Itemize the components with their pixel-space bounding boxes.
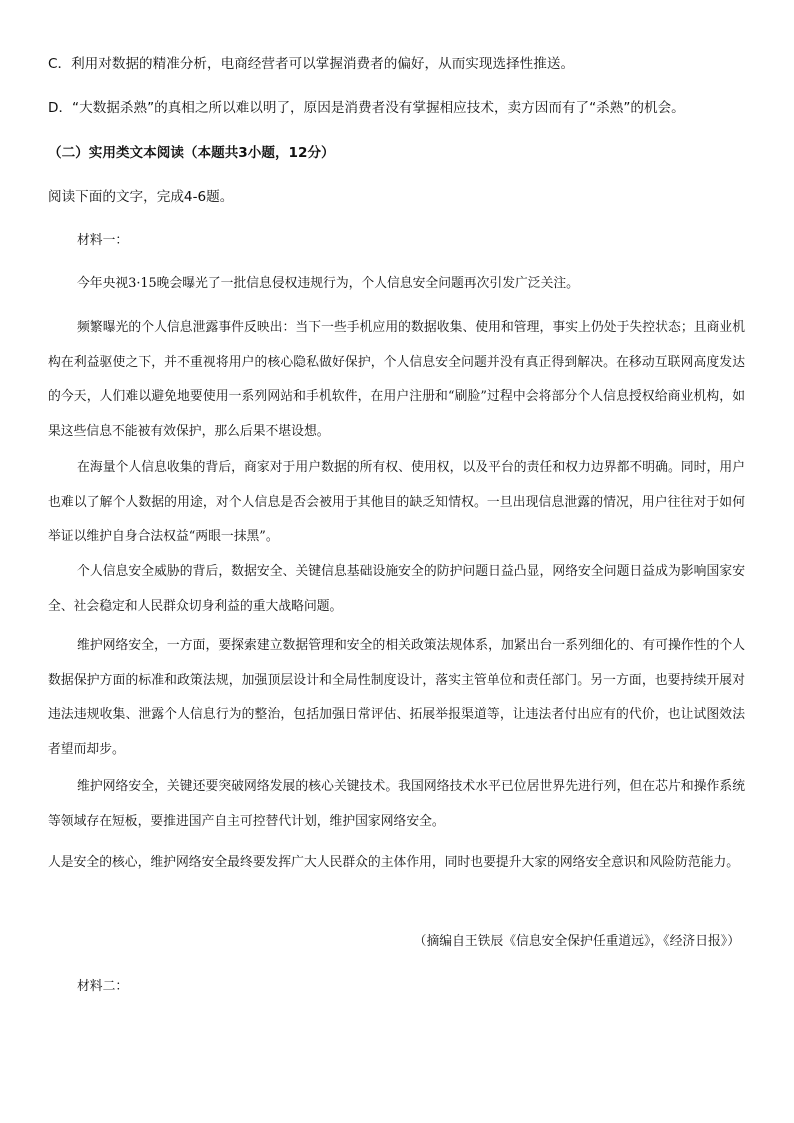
section-instruction: 阅读下面的文字，完成4-6题。 xyxy=(48,189,234,205)
material-one-paragraph-5: 维护网络安全，一方面，要探索建立数据管理和安全的相关政策法规体系，加紧出台一系列细化的、有可操作性的个人数据保护方面的标准和政策法规，加强顶层设计和全局性制度设计，落实主管单位和责任部门。另一方面，也要持续开展对违法违规收集、泄露个人信息行为的整治，包括加强日常评估、拓展举报渠道等，让违法者付出应有的代价，也让试图效法者望而却步。 xyxy=(48,638,745,757)
material-two-label: 材料二： xyxy=(77,979,129,994)
material-one-paragraph-4: 个人信息安全威胁的背后，数据安全、关键信息基础设施安全的防护问题日益凸显，网络安全问题日益成为影响国家安全、社会稳定和人民群众切身利益的重大战略问题。 xyxy=(48,564,745,614)
material-one-source: （摘编自王铁辰《信息安全保护任重道远》，《经济日报》） xyxy=(413,934,740,949)
option-c: C．利用对数据的精准分析，电商经营者可以掌握消费者的偏好，从而实现选择性推送。 xyxy=(48,56,575,72)
section-heading: （二）实用类文本阅读（本题共3小题，12分） xyxy=(48,145,335,161)
material-one-label: 材料一： xyxy=(77,233,129,248)
material-one-paragraph-1: 今年央视3·15晚会曝光了一批信息侵权违规行为，个人信息安全问题再次引发广泛关注。 xyxy=(77,276,579,291)
option-d: D．“大数据杀熟”的真相之所以难以明了，原因是消费者没有掌握相应技术，卖方因而有了“杀熟”的机会。 xyxy=(48,100,685,116)
material-one-paragraph-3: 在海量个人信息收集的背后，商家对于用户数据的所有权、使用权，以及平台的责任和权力边界都不明确。同时，用户也难以了解个人数据的用途，对个人信息是否会被用于其他目的缺乏知情权。一旦出现信息泄露的情况，用户往往对于如何举证以维护自身合法权益“两眼一抹黑”。 xyxy=(48,460,745,544)
material-one-closing: 人是安全的核心，维护网络安全最终要发挥广大人民群众的主体作用，同时也要提升大家的网络安全意识和风险防范能力。 xyxy=(48,855,740,870)
material-one-paragraph-2: 频繁曝光的个人信息泄露事件反映出：当下一些手机应用的数据收集、使用和管理，事实上仍处于失控状态；且商业机构在利益驱使之下，并不重视将用户的核心隐私做好保护，个人信息安全问题并没有真正得到解决。在移动互联网高度发达的今天，人们难以避免地要使用一系列网站和手机软件，在用户注册和“刷脸”过程中会将部分个人信息授权给商业机构，如果这些信息不能被有效保护，那么后果不堪设想。 xyxy=(48,320,745,439)
material-one-paragraph-6: 维护网络安全，关键还要突破网络发展的核心关键技术。我国网络技术水平已位居世界先进行列，但在芯片和操作系统等领域存在短板，要推进国产自主可控替代计划，维护国家网络安全。 xyxy=(48,779,745,829)
